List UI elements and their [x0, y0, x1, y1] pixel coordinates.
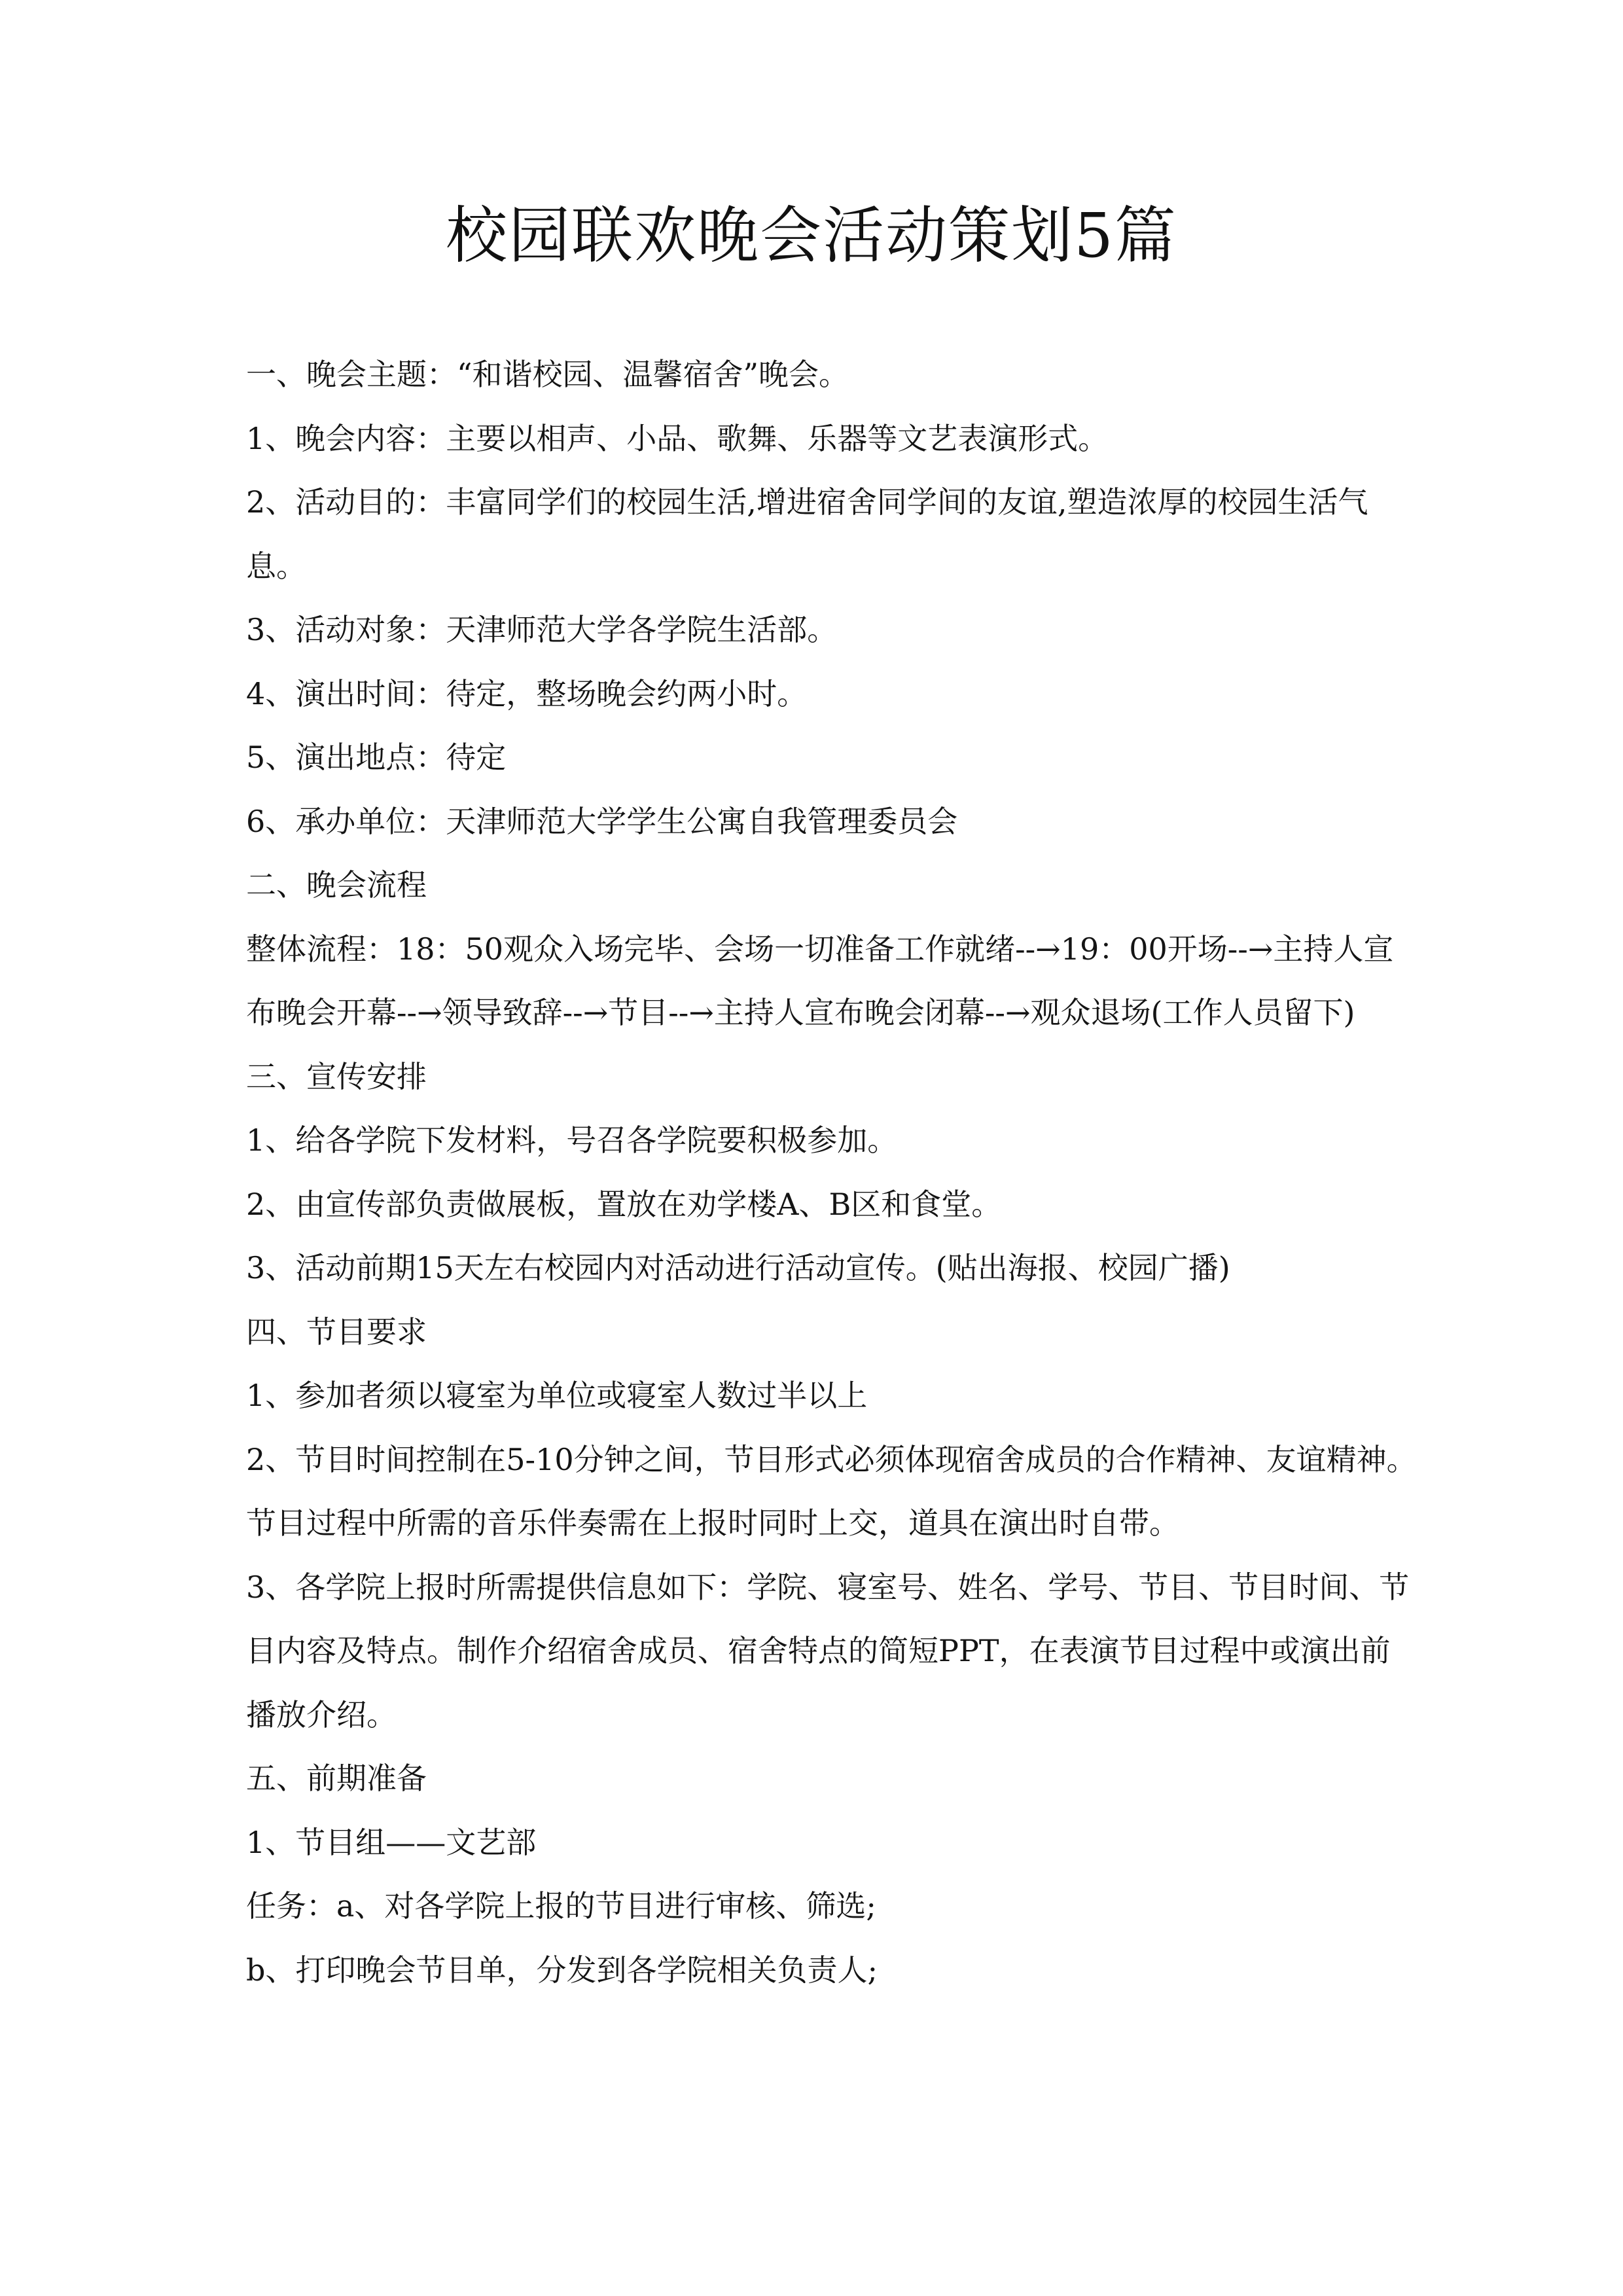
- paragraph-content: 1、晚会内容：主要以相声、小品、歌舞、乐器等文艺表演形式。: [246, 420, 1109, 456]
- section-heading-promotion: 三、宣传安排: [246, 1058, 427, 1094]
- paragraph-process-flow: 整体流程：18：50观众入场完毕、会场一切准备工作就绪--→19：00开场--→主持人宣布晚会开幕--→领导致辞--→节目--→主持人宣布晚会闭幕--→观众退场(工作人员留下): [246, 931, 1394, 1030]
- paragraph-location: 5、演出地点：待定: [246, 740, 507, 775]
- paragraph-preparation-group: 1、节目组——文艺部: [246, 1824, 537, 1860]
- section-heading-preparation: 五、前期准备: [246, 1761, 427, 1796]
- section-heading-requirements: 四、节目要求: [246, 1314, 427, 1350]
- section-heading-process: 二、晚会流程: [246, 867, 427, 903]
- paragraph-promotion-2: 2、由宣传部负责做展板，置放在劝学楼A、B区和食堂。: [246, 1186, 1002, 1222]
- paragraph-organizer: 6、承办单位：天津师范大学学生公寓自我管理委员会: [246, 803, 958, 839]
- paragraph-requirement-1: 1、参加者须以寝室为单位或寝室人数过半以上: [246, 1378, 868, 1413]
- paragraph-requirement-2: 2、节目时间控制在5-10分钟之间，节目形式必须体现宿舍成员的合作精神、友谊精神。节目过程中所需的音乐伴奏需在上报时同时上交，道具在演出时自带。: [246, 1441, 1417, 1541]
- paragraph-purpose: 2、活动目的：丰富同学们的校园生活,增进宿舍同学间的友谊,塑造浓厚的校园生活气息。: [246, 484, 1368, 584]
- document-title: 校园联欢晚会活动策划5篇: [446, 200, 1177, 272]
- section-heading-theme: 一、晚会主题：“和谐校园、温馨宿舍”晚会。: [246, 357, 849, 392]
- paragraph-preparation-task-a: 任务：a、对各学院上报的节目进行审核、筛选;: [246, 1888, 876, 1924]
- paragraph-promotion-3: 3、活动前期15天左右校园内对活动进行活动宣传。(贴出海报、校园广播): [246, 1250, 1230, 1285]
- document-body: [246, 343, 1418, 2002]
- paragraph-time: 4、演出时间：待定，整场晚会约两小时。: [246, 675, 808, 711]
- paragraph-requirement-3: 3、各学院上报时所需提供信息如下：学院、寝室号、姓名、学号、节目、节目时间、节目内容及特点。制作介绍宿舍成员、宿舍特点的简短PPT，在表演节目过程中或演出前播放介绍。: [246, 1569, 1410, 1732]
- paragraph-audience: 3、活动对象：天津师范大学各学院生活部。: [246, 612, 838, 647]
- paragraph-preparation-task-b: b、打印晚会节目单，分发到各学院相关负责人;: [246, 1952, 878, 1988]
- paragraph-promotion-1: 1、给各学院下发材料，号召各学院要积极参加。: [246, 1122, 898, 1158]
